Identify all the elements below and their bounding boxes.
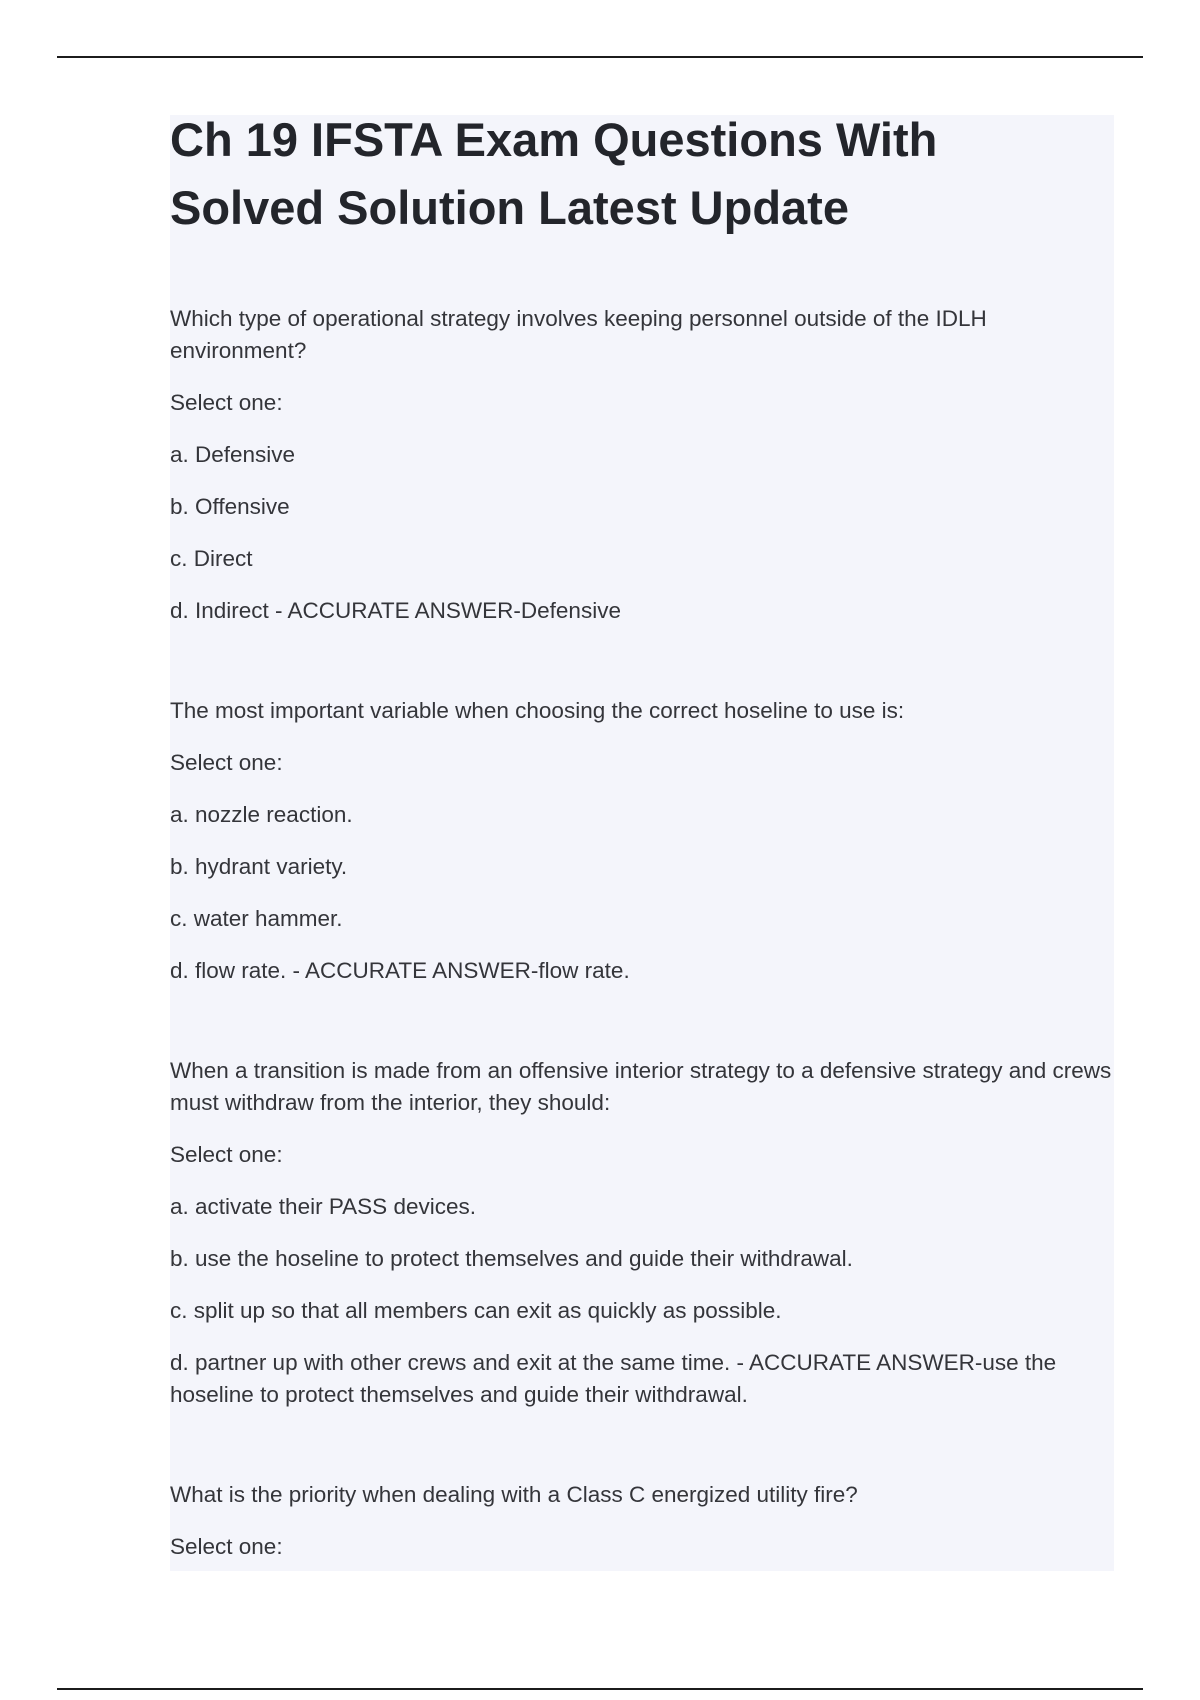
header-rule (57, 56, 1143, 58)
question-4 (170, 1479, 1118, 1563)
answer-option-b: b. use the hoseline to protect themselves and guide their withdrawal. (170, 1246, 853, 1271)
question-prompt: When a transition is made from an offensive interior strategy to a defensive strategy and crews must withdraw from the interior, they should: (170, 1058, 1112, 1115)
select-instruction: Select one: (170, 390, 283, 415)
select-instruction: Select one: (170, 750, 283, 775)
question-2 (170, 695, 1118, 987)
answer-option-c: c. split up so that all members can exit as quickly as possible. (170, 1298, 782, 1323)
question-prompt: What is the priority when dealing with a Class C energized utility fire? (170, 1482, 858, 1507)
footer-rule (57, 1688, 1143, 1690)
answer-option-a: a. activate their PASS devices. (170, 1194, 476, 1219)
answer-option-d: d. flow rate. - ACCURATE ANSWER-flow rate. (170, 958, 630, 983)
select-instruction: Select one: (170, 1534, 283, 1559)
answer-option-d: d. partner up with other crews and exit at the same time. - ACCURATE ANSWER-use the hoseline to protect themselves and guide their withdrawal. (170, 1350, 1057, 1407)
answer-option-d: d. Indirect - ACCURATE ANSWER-Defensive (170, 598, 621, 623)
questions-list (170, 303, 1118, 1563)
answer-option-b: b. Offensive (170, 494, 290, 519)
question-1 (170, 303, 1118, 627)
answer-option-b: b. hydrant variety. (170, 854, 348, 879)
question-prompt: The most important variable when choosing the correct hoseline to use is: (170, 698, 905, 723)
answer-option-a: a. nozzle reaction. (170, 802, 353, 827)
question-prompt: Which type of operational strategy involves keeping personnel outside of the IDLH environment? (170, 306, 987, 363)
select-instruction: Select one: (170, 1142, 283, 1167)
answer-option-a: a. Defensive (170, 442, 296, 467)
document-title: Ch 19 IFSTA Exam Questions With Solved Solution Latest Update (170, 113, 938, 234)
question-3 (170, 1055, 1118, 1411)
answer-option-c: c. water hammer. (170, 906, 343, 931)
answer-option-c: c. Direct (170, 546, 253, 571)
